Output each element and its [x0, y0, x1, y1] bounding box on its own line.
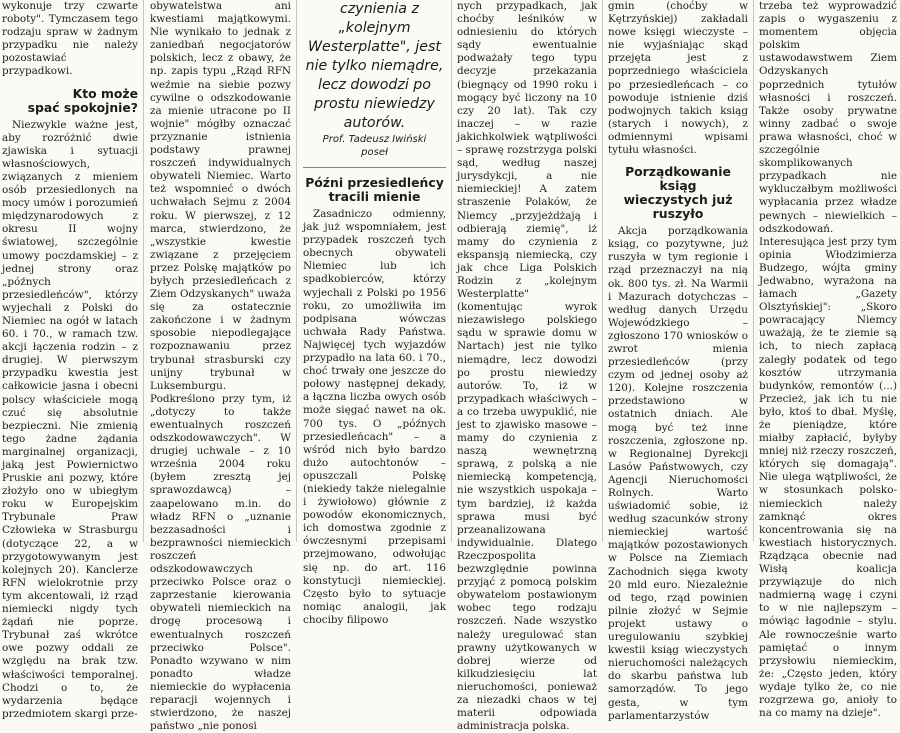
- heading-line: Porządkowanie ksiąg: [625, 164, 731, 194]
- paragraph: gmin (choćby w Kętrzyńskiej) zakładali nowe księgi wieczyste – nie wyjaśniając skąd przejęta jest z poprzedniego właściciela po przesiedleńcach – co powoduje istnienie dziś podwojnych takich ksiąg (starych i nowych), z odmiennymi wpisami tytułu własności.: [608, 0, 748, 157]
- quote-author-role: poseł: [361, 147, 388, 158]
- article-column-3: [303, 0, 446, 626]
- heading-line: Późni przesiedleńcy: [305, 175, 444, 190]
- column-divider: [451, 0, 452, 542]
- quote-author-name: Prof. Tadeusz Iwiński: [322, 134, 427, 145]
- paragraph: Zasadniczo odmienny, jak już wspomniałem, jest przypadek roszczeń tych obecnych obywateli Niemiec lub ich spadkobierców, którzy wyjechali z Polski po 1956 roku, zo umożliwiła im podpisana wówczas uchwała Rady Państwa. Najwięcej tych wyjazdów przypadło na lata 60. i 70., choć trwały one jeszcze do połowy następnej dekady, a łączna liczba owych osób może sięgać nawet na ok. 700 tys. O „późnych przesiedleńcach" – a wśród nich było bardzo dużo autochtonów – opuszczali Polskę (niekiedy także nielegalnie i żywiołowo) głównie z powodów ekonomicznych, ich domostwa zgodnie z ówczesnymi przepisami przejmowano, odwołując się np. do art. 116 konstytucji niemieckiej. Często było to sytuacje nomiąc analogii, jak chociby filipowo: [303, 208, 446, 626]
- heading-line: spać spokojnie?: [27, 99, 138, 115]
- paragraph: Niezwykle ważne jest, aby rozróżnić dwie zjawiska i sytuacji własnościowych, związanych z mieniem osób przesiedlonych na mocy umów i porozumień międzynarodowych z okresu II wojny światowej, szczególnie umowy poczdamskiej – z jednej strony oraz „późnych przesiedleńców", którzy wyjechali z Polski do Niemiec na ogół w latach 60. i 70., w ramach tzw. akcji łączenia rodzin – z drugiej. W pierwszym przypadku kwestia jest całkowicie jasna i obecni polscy właściciele mogą czuć się absolutnie bezpieczni. Nie zmienią tego żadne żądania marginalnej organizacji, jaką jest Powiernictwo Pruskie ani pozwy, które złożyło ono w ubiegłym roku w Europejskim Trybunale Praw Człowieka w Strasburgu (dotyczące 22, a w przygotowywanym jest kolejnych 20). Kanclerze RFN wielokrotnie przy tym akcentowali, iż rząd niemiecki nigdy tych żądań nie poprze. Trybunał zaś wkrótce owe pozwy oddali ze względu na brak tzw. właściwości temporalnej. Chodzi o to, że wydarzenia będące przedmiotem skargi prze-: [2, 118, 138, 720]
- quote-divider: [303, 167, 446, 168]
- column-divider: [602, 0, 603, 542]
- section-heading: [303, 176, 446, 204]
- paragraph: Akcja porządkowania ksiąg, co pozytywne, już ruszyła w tym regionie i rząd przeznaczył na nią ok. 800 tys. zł. Na Warmii i Mazurach dotychczas – według danych Urzędu Wojewódzkiego – zgłoszono 170 wniosków o zwrot mienia przesiedleńców (przy czym od jednej osoby aż 120). Kolejne roszczenia przedstawiono w ostatnich dniach. Ale mogą być też inne roszczenia, zgłoszone np. w Regionalnej Dyrekcji Lasów Państwowych, czy Agencji Nieruchomości Rolnych. Warto uświadomić sobie, iż według szacunków strony niemieckiej wartość majątków pozostawionych w Polsce na Ziemiach Zachodnich sięga kwoty 20 mld euro. Niezależnie od tego, rząd powinien pilnie złożyć w Sejmie projekt ustawy o uregulowaniu szybkiej kwestii ksiąg wieczystych nieruchomości należących do skarbu państwa lub samorządów. To jego gesta, w tym parlamentarzystów: [608, 225, 748, 722]
- column-divider: [296, 0, 297, 542]
- article-column-4: [457, 0, 597, 733]
- column-divider: [753, 0, 754, 542]
- article-column-2: [150, 0, 291, 733]
- article-column-1: [2, 0, 138, 720]
- paragraph: nych przypadkach, jak choćby leśników w odniesieniu do których sądy ewentualnie podważały tego typu decyzje przekazania (biegnący od 1990 roku i mogący być liczony na 10 czy 20 lat). Tak czy inaczej – w razie jakichkolwiek wątpliwości – sprawę rozstrzyga polski sąd, według naszej jurysdykcji, a nie niemieckiej! A zatem straszenie Polaków, że Niemcy „przyjeżdżają i odbierają ziemię", iż mamy do czynienia z ekspansją niemiecką, czy jak chce Liga Polskich Rodzin z „kolejnym Westerplatte" (komentując wyrok niezawisłego polskiego sądu w sprawie domu w Nartach) jest nie tylko niemądre, lecz dowodzi po prostu niewiedzy autorów. To, iż w przypadkach właściwych – a co trzeba uwypuklić, nie jest to zjawisko masowe – mamy do czynienia z naszą wewnętrzną sprawą, z polską a nie niemiecką kompetencją, nie wszystkich uspokaja – tym bardziej, iż każda sprawa musi być przeanalizowana indywidualnie. Dlatego Rzeczpospolita bezwzględnie powinna przyjąć z pomocą polskim obywatelom postawionym wobec tego rodzaju roszczeń. Nade wszystko należy uregulować stan prawny użytkowanych w dobrej wierze od kilkudziesięciu lat nieruchomości, ponieważ za niezadki chaos w tej materii odpowiada administracja polska.: [457, 0, 597, 733]
- column-divider: [143, 0, 144, 542]
- heading-line: Kto może: [72, 85, 138, 101]
- heading-line: tracili mienie: [328, 189, 421, 204]
- section-heading: [608, 165, 748, 221]
- paragraph: trzeba też wyprowadzić zapis o wygaszeniu z momentem objęcia polskim ustawodawstwem Ziem Odzyskanych poprzednich tytułów własności i roszczeń. Także osoby prywatne winny zadbać o swoje prawa własności, choć w szczególnie skomplikowanych przypadkach nie wykluczałbym możliwości wypłacania przez władze pewnych – niewielkich – odszkodowań. Interesująca jest przy tym opinia Włodzimierza Budzego, wójta gminy Jedwabno, wyrażona na łamach „Gazety Olsztyńskiej": „Skoro powracający Niemcy uważają, że te ziemie są ich, to niech zapłacą zaległy podatek od tego kosztów utrzymania budynków, remontów (...) Przecież, jak ich tu nie było, ktoś to dbał. Myślę, że pieniądze, które miałby zapłacić, byłyby mniej niż rzeczy roszczeń, których się domagają". Nie ulega wątpliwości, że w stosunkach polsko-niemieckich należy zamknąć okres koncentrowania się na kwestiach historycznych. Rządząca obecnie nad Wisłą koalicja przywiązuje do nich nadmierną wagę i czyni to w nie najlepszym – mówiąc łagodnie – stylu. Ale rownocześnie warto pamiętać o innym przysłowiu niemieckim, że: „Często jeden, który wydaje tylko że, co nie rozgrzewa go, anioły to na co mamy na dzieje".: [759, 0, 897, 720]
- article-column-6: [759, 0, 897, 720]
- section-heading: [2, 87, 138, 115]
- article-column-5: [608, 0, 748, 722]
- pull-quote: czynienia z „kolejnym Westerplatte", jest nie tylko niemądre, lecz dowodzi po prostu niewiedzy autorów.: [305, 1, 444, 131]
- heading-line: wieczystych już ruszyło: [623, 192, 733, 222]
- paragraph: wykonuje trzy czwarte roboty". Tymczasem tego rodzaju spraw w żadnym przypadku nie należy pozostawiać przypadkowi.: [2, 0, 138, 78]
- paragraph: obywatelstwa ani kwestiami majątkowymi. Nie wynikało to jednak z zaniedbań negocjatorów polskich, lecz z obawy, że np. zapis typu „Rząd RFN weźmie na siebie pozwy cywilne o odszkodowanie za mienie utracone po II wojnie" mógłby oznaczać przyznanie istnienia podstawy prawnej roszczeń indywidualnych obywateli Niemiec. Warto też wspomnieć o dwóch uchwałach Sejmu z 2004 roku. W pierwszej, z 12 marca, stwierdzono, że „wszystkie kwestie związane z przejęciem przez Polskę majątków po byłych przesiedleńcach z Ziem Odzyskanych" uważa się za ostatecznie zakończone i w żadnym sposobie niepodlegające rozpoznawaniu przez trybunał strasburski czy unijny trybunał w Luksemburgu. Podkreślono przy tym, iż „dotyczy to także ewentualnych roszczeń odszkodowawczych". W drugiej uchwale – z 10 września 2004 roku (byłem zresztą jej sprawozdawcą) – zaapelowano m.in. do władz RFN o „uznanie bezzasadności i bezprawności niemieckich roszczeń odszkodowawczych przeciwko Polsce oraz o zaprzestanie kierowania obywateli niemieckich na drogę procesową i ewentualnych roszczeń przeciwko Polsce". Ponadto wzywano w nim ponadto władze niemieckie do wypłacenia reparacji wojennych i stwierdzono, że naszej państwo „nie ponosi: [150, 0, 291, 733]
